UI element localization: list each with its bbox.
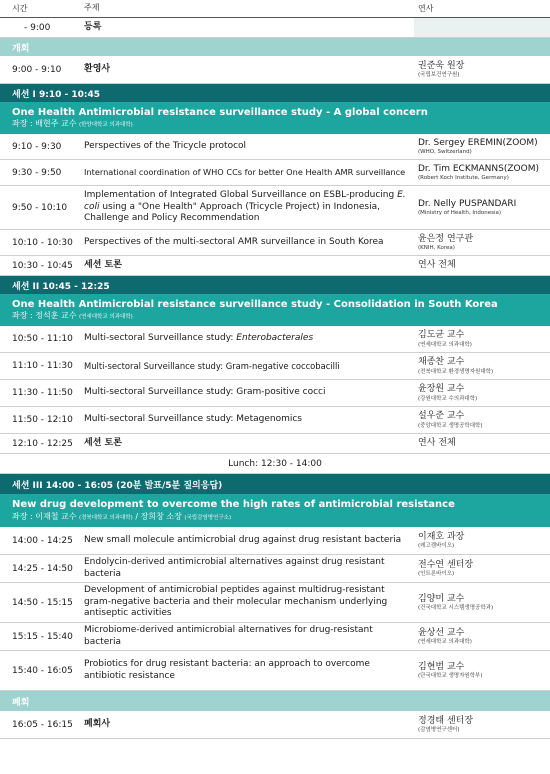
topic-part: Multi-sectoral Surveillance study: — [84, 333, 237, 344]
session3-title: New drug development to overcome the high rates of antimicrobial resistance — [12, 499, 455, 511]
speaker-name: 윤상선 교수 — [418, 627, 465, 638]
row-time: 14:50 - 15:15 — [12, 597, 73, 608]
row-time: 10:30 - 10:45 — [12, 260, 73, 271]
session3-chair-name: 좌장 : 이재철 교수 — [12, 511, 77, 521]
session3-chair-affiliation: (경북대학교 의과대학) — [78, 514, 133, 521]
row-speaker — [414, 411, 550, 429]
session3-band: 세션 III 14:00 - 16:05 (20분 발표/5분 질의응답) — [0, 474, 550, 494]
row-topic — [80, 190, 414, 225]
speaker-affiliation: (건국대학교 시스템생명공학과) — [418, 605, 494, 612]
row-time: 11:30 - 11:50 — [12, 388, 73, 398]
row-speaker — [414, 138, 550, 156]
table-row — [0, 555, 550, 583]
speaker-name: 전수연 센터장 — [418, 559, 474, 570]
row-topic: Development of antimicrobial peptides against multidrug-resistant gram-negative bacteria and their molecular mechanism underlying antiseptic activities — [84, 585, 388, 619]
topic-part: using a "One Health" Approach (Tricycle Project) in Indonesia, Challenge and Policy Recommendation — [84, 201, 380, 224]
speaker-name: 김양미 교수 — [418, 593, 465, 604]
row-speaker — [414, 357, 550, 375]
session1-band: 세션 I 9:10 - 10:45 — [0, 84, 550, 102]
closing-time: 16:05 - 16:15 — [12, 719, 73, 730]
closing-speaker — [414, 716, 550, 734]
speaker-affiliation: (감염병연구센터) — [418, 727, 460, 734]
session1-chair-affiliation: (한양대학교 의과대학) — [78, 122, 133, 129]
speaker-name: 채종찬 교수 — [418, 357, 465, 368]
registration-speaker — [414, 18, 550, 37]
header-speaker: 연사 — [418, 3, 434, 13]
speaker-name: 권준욱 원장 — [418, 60, 465, 71]
row-time: 12:10 - 12:25 — [12, 438, 73, 449]
row-speaker — [414, 164, 550, 182]
row-time: 10:50 - 11:10 — [12, 334, 73, 344]
row-time: 9:50 - 10:10 — [12, 202, 68, 213]
speaker-affiliation: (중앙대학교 생명공학대학) — [418, 422, 483, 429]
row-speaker — [414, 662, 550, 680]
row-speaker — [414, 330, 550, 348]
session2-band: 세션 II 10:45 - 12:25 — [0, 276, 550, 294]
table-row — [0, 256, 550, 276]
row-topic: 세션 토론 — [84, 259, 122, 270]
table-row — [0, 527, 550, 555]
speaker-name: 정경태 센터장 — [418, 715, 474, 726]
session1-chair-name: 좌장 : 배현주 교수 — [12, 119, 77, 129]
opening-row — [0, 56, 550, 84]
session3-cochair-affiliation: (국립감염병연구소) — [184, 514, 232, 521]
session1-chair — [12, 119, 550, 129]
speaker-name: 윤은정 연구관 — [418, 233, 474, 244]
table-row — [0, 623, 550, 651]
row-time: 11:50 - 12:10 — [12, 415, 73, 425]
row-topic — [80, 333, 414, 345]
table-row — [0, 407, 550, 434]
session2-chair — [12, 311, 550, 321]
row-topic: Perspectives of the multi-sectoral AMR surveillance in South Korea — [84, 236, 384, 247]
opening-topic: 환영사 — [84, 63, 111, 74]
speaker-name: 연사 전체 — [418, 438, 456, 449]
speaker-name: 설우준 교수 — [418, 411, 465, 422]
table-row — [0, 583, 550, 623]
row-time: 10:10 - 10:30 — [12, 237, 73, 248]
row-topic: 세션 토론 — [84, 437, 122, 448]
opening-time: 9:00 - 9:10 — [12, 64, 62, 75]
row-topic: Microbiome-derived antimicrobial alternatives for drug-resistant bacteria — [84, 624, 373, 647]
row-topic: International coordination of WHO CCs for better One Health AMR surveillance — [84, 167, 406, 178]
table-row — [0, 134, 550, 160]
closing-topic: 폐회사 — [84, 718, 111, 729]
row-topic: Multi-sectoral Surveillance study: Gram-negative coccobacilli — [84, 360, 340, 371]
speaker-affiliation: (연세대학교 의과대학) — [418, 341, 472, 348]
registration-topic: 등록 — [84, 21, 102, 32]
row-topic: Endolycin-derived antimicrobial alternatives against drug resistant bacteria — [84, 556, 385, 579]
topic-italic: E. coli — [84, 190, 406, 212]
speaker-affiliation: (단국대학교 생명자원학부) — [418, 673, 483, 680]
speaker-name: 연사 전체 — [418, 260, 456, 271]
registration-time: - 9:00 — [24, 22, 51, 33]
speaker-affiliation: (인트론바이오) — [418, 571, 455, 578]
table-row — [0, 353, 550, 380]
session2-chair-affiliation: (연세대학교 의과대학) — [78, 314, 133, 321]
registration-row — [0, 18, 550, 38]
opening-band: 개회 — [0, 38, 550, 56]
row-time: 9:10 - 9:30 — [12, 141, 62, 152]
topic-italic: Enterobacterales — [236, 333, 314, 344]
row-time: 15:15 - 15:40 — [12, 631, 73, 642]
speaker-affiliation: (Robert Koch Institute, Germany) — [418, 175, 509, 182]
table-row — [0, 186, 550, 230]
table-row — [0, 160, 550, 186]
lunch-row: Lunch: 12:30 - 14:00 — [0, 454, 550, 474]
session1-title: One Health Antimicrobial resistance surveillance study - A global concern — [12, 106, 428, 118]
session3-title-block — [0, 494, 550, 527]
speaker-name: Dr. Nelly PUSPANDARI — [418, 198, 517, 209]
table-row — [0, 230, 550, 256]
speaker-name: 윤장원 교수 — [418, 384, 465, 395]
row-time: 9:30 - 9:50 — [12, 167, 62, 178]
opening-speaker — [414, 61, 550, 79]
row-speaker — [414, 384, 550, 402]
session3-cochair-name: / 장희창 소장 — [132, 511, 182, 521]
speaker-affiliation: (국립보건연구원) — [418, 72, 460, 79]
row-speaker — [414, 438, 550, 448]
row-topic: Probiotics for drug resistant bacteria: an approach to overcome antibiotic resistance — [84, 658, 370, 681]
speaker-name: 이재호 과장 — [418, 531, 465, 542]
session2-title-block — [0, 294, 550, 326]
table-header — [0, 0, 550, 18]
table-row — [0, 326, 550, 353]
session1-title-block — [0, 102, 550, 134]
speaker-name: Dr. Sergey EREMIN(ZOOM) — [418, 137, 538, 148]
speaker-name: Dr. Tim ECKMANNS(ZOOM) — [418, 163, 539, 174]
speaker-affiliation: (WHO, Switzerland) — [418, 149, 472, 156]
closing-row — [0, 711, 550, 739]
session3-chair — [12, 512, 550, 522]
speaker-name: 김도균 교수 — [418, 330, 465, 341]
row-speaker — [414, 594, 550, 612]
row-time: 14:25 - 14:50 — [12, 563, 73, 574]
header-time: 시간 — [12, 4, 28, 13]
table-row — [0, 434, 550, 454]
row-speaker — [414, 260, 550, 270]
row-speaker — [414, 560, 550, 578]
row-time: 14:00 - 14:25 — [12, 535, 73, 546]
table-row — [0, 651, 550, 691]
row-time: 15:40 - 16:05 — [12, 665, 73, 676]
row-time: 11:10 - 11:30 — [12, 361, 73, 371]
table-row — [0, 380, 550, 407]
speaker-affiliation: (연세대학교 의과대학) — [418, 639, 472, 646]
speaker-name: 김현범 교수 — [418, 661, 465, 672]
speaker-affiliation: (강원대학교 수의과대학) — [418, 395, 478, 402]
row-speaker — [414, 199, 550, 217]
closing-band: 폐회 — [0, 691, 550, 711]
row-topic: Multi-sectoral Surveillance study: Gram-positive cocci — [84, 387, 326, 398]
row-speaker — [414, 628, 550, 646]
session2-chair-name: 좌장 : 정석훈 교수 — [12, 311, 77, 321]
session2-title: One Health Antimicrobial resistance surveillance study - Consolidation in South Korea — [12, 298, 498, 310]
row-topic: New small molecule antimicrobial drug against drug resistant bacteria — [84, 534, 402, 545]
header-topic: 주제 — [84, 3, 100, 13]
speaker-affiliation: (레고켐바이오) — [418, 543, 455, 550]
row-topic: Multi-sectoral Surveillance study: Metagenomics — [84, 414, 302, 425]
row-speaker — [414, 532, 550, 550]
speaker-affiliation: (전북대학교 환경생명자원대학) — [418, 368, 494, 375]
speaker-affiliation: (Ministry of Health, Indonesia) — [418, 210, 502, 217]
topic-part: Implementation of Integrated Global Surveillance on ESBL-producing — [84, 190, 398, 201]
speaker-affiliation: (KNIH, Korea) — [418, 245, 455, 252]
row-topic: Perspectives of the Tricycle protocol — [84, 140, 247, 151]
row-speaker — [414, 234, 550, 252]
